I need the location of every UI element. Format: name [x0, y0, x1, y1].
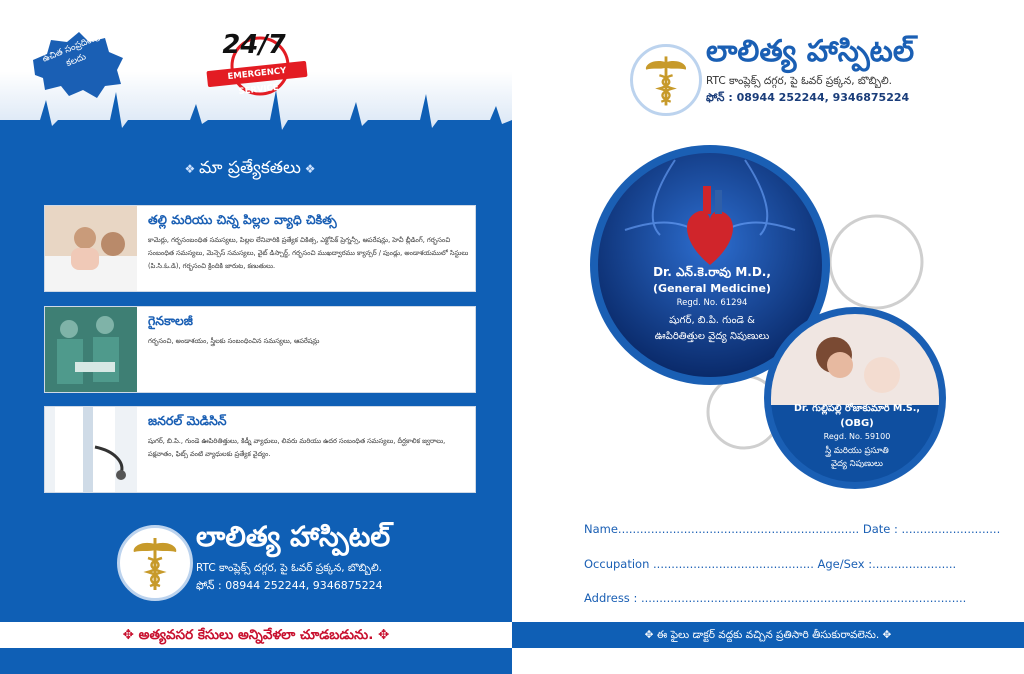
- doctor1-name: Dr. ఎన్.కె.రావు M.D.,: [653, 265, 771, 279]
- ornament-icon: ✥: [122, 627, 139, 643]
- hospital-logo: [630, 44, 702, 116]
- hospital-address: RTC కాంప్లెక్స్ దగ్గర, పై ఓవర్ ప్రక్కన, బొబ్బిలి.: [706, 75, 893, 87]
- speciality-card-general-medicine: [44, 406, 476, 493]
- card-description: గర్భసంచి, అండాశయం, స్త్రీలకు సంబంధించిన సమస్యలు, ఆపరేషన్లు: [148, 337, 320, 345]
- hospital-phone: ఫోన్ : 08944 252244, 9346875224: [196, 579, 383, 592]
- specialities-title: ❖ మా ప్రత్యేకతలు ❖: [184, 158, 316, 178]
- doctor1-line2: ఊపిరితిత్తుల వైద్య నిపుణులు: [654, 331, 770, 342]
- doctor2-specialty: (OBG): [840, 418, 874, 429]
- card-title: జనరల్ మెడిసిన్: [148, 413, 227, 428]
- card-title: గైనకాలజీ: [148, 313, 193, 328]
- form-occupation-age-line[interactable]: Occupation ............................................ Age/Sex :.......................: [584, 557, 957, 571]
- form-name-date-line[interactable]: Name.................................................................. Date : ...........................: [584, 522, 1001, 536]
- ornament-icon: ❖: [184, 162, 200, 176]
- card-title: తల్లి మరియు చిన్న పిల్లల వ్యాధి చికిత్స: [148, 212, 337, 227]
- hospital-phone: ఫోన్ : 08944 252244, 9346875224: [706, 91, 910, 104]
- doctor1-line1: షుగర్, బి.పి. గుండె &: [669, 315, 755, 326]
- caduceus-icon: [120, 528, 190, 598]
- hospital-address: RTC కాంప్లెక్స్ దగ్గర, పై ఓవర్ ప్రక్కన, బొబ్బిలి.: [196, 562, 383, 574]
- doctor-stethoscope-photo: [45, 407, 137, 492]
- mother-child-photo: [45, 206, 137, 291]
- hospital-name: లాలిత్య హాస్పిటల్: [706, 34, 915, 69]
- emergency-number: 24/7: [219, 30, 289, 60]
- doctor2-line1: స్త్రీ మరియు ప్రసూతి: [825, 446, 889, 456]
- speciality-card-mother-child: [44, 205, 476, 292]
- surgery-photo: [45, 307, 137, 392]
- hospital-name: లాలిత్య హాస్పిటల్: [196, 520, 391, 553]
- card-description: షుగర్, బి.పి., గుండె ఊపిరితిత్తులు, కిడ్నీ వ్యాధులు, లివరు మరియు ఉదర సంబంధిత సమస్యలు, దీర్ఘకాలిక జ్వరాలు, పక్షవాతం, ఫిట్స్ వంటి వ్యాధులకు ప్రత్యేక వైద్యం.: [148, 437, 446, 458]
- caduceus-icon: [633, 47, 699, 113]
- right-footer-text: ✥ ఈ ఫైలు డాక్టర్ వద్దకు వచ్చిన ప్రతిసారి తీసుకురావలెను. ✥: [512, 622, 1024, 648]
- speciality-card-gynecology: [44, 306, 476, 393]
- ornament-icon: ✥: [644, 629, 657, 641]
- hospital-logo: [117, 525, 193, 601]
- form-address-line[interactable]: Address : .........................................................................................: [584, 591, 967, 605]
- doctor1-specialty: (General Medicine): [653, 282, 771, 295]
- doctor2-line2: వైద్య నిపుణులు: [831, 459, 883, 469]
- doctor2-name: Dr. గుల్లిపల్లి రోజాకుమారి M.S.,: [794, 403, 920, 414]
- emergency-label: EMERGENCY SERVICE: [206, 61, 307, 87]
- badge-text: ఉచిత సంప్రదింపు కలదు: [41, 32, 102, 70]
- ornament-icon: ❖: [300, 162, 316, 176]
- doctor1-regd: Regd. No. 61294: [676, 298, 748, 308]
- card-description: కామెర్లు, గర్భసంబంధిత సమస్యలు, పిల్లల లేనివారికి ప్రత్యేక చికిత్స, ఎక్టోపిక్ ప్రెగ్నన్సీ, ఆపరేషన్లు, హెవీ బ్లీడింగ్, గర్భసంచి సంబంధిత సమస్యలు, మెన్సెస్ సమస్యలు, వైట్ డిస్చార్జ్, గర్భసంచి ముఖద్వారము క్యాన్సర్ / పుండ్లు, అండాశయములో సిస్టులు (పి.సి.ఓ.డి), గర్భసంచి క్రిందికి జారుట, కణుతులు.: [148, 236, 469, 270]
- ornament-icon: ✥: [373, 627, 390, 643]
- left-footer-text: ✥ అత్యవసర కేసులు అన్నివేళలా చూడబడును. ✥: [122, 627, 390, 643]
- ornament-icon: ✥: [879, 629, 892, 641]
- doctor2-regd: Regd. No. 59100: [823, 432, 891, 441]
